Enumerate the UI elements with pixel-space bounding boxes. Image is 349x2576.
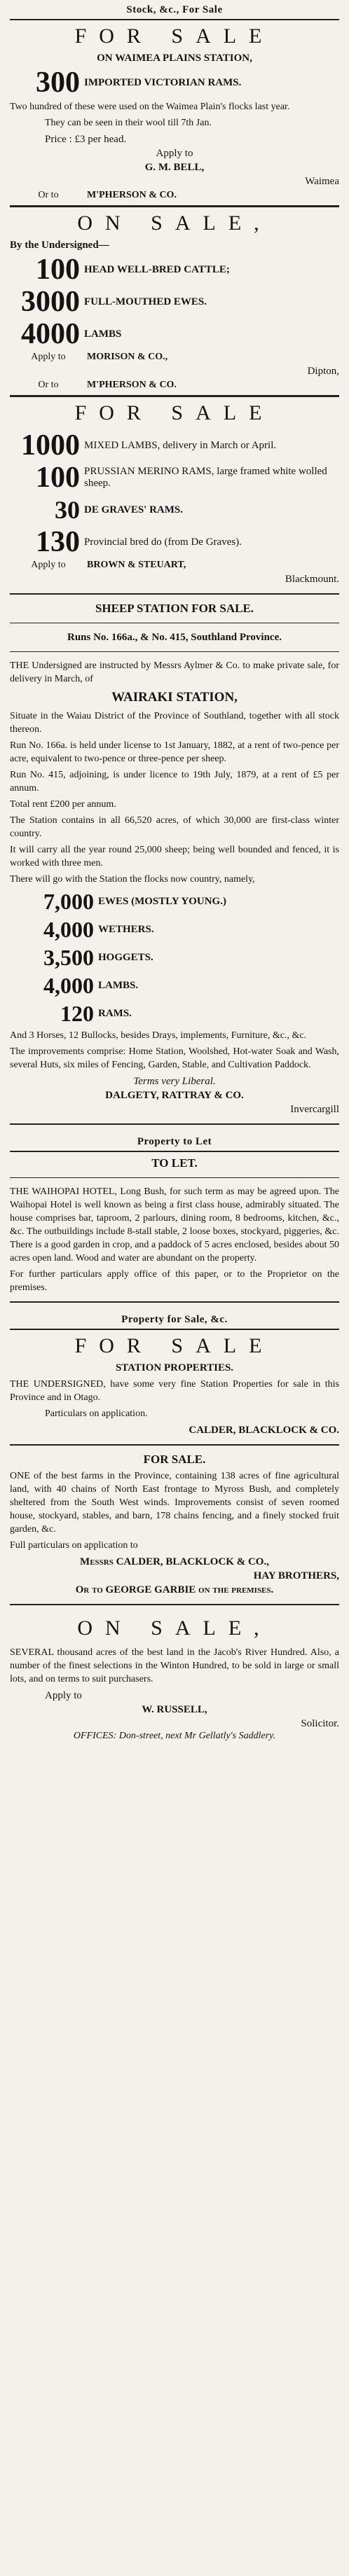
qty-description: HEAD WELL-BRED CATTLE; — [84, 263, 230, 275]
alt-advertiser: M'PHERSON & CO. — [87, 380, 177, 390]
ad-brown-steuart — [10, 395, 339, 586]
divider — [10, 1177, 339, 1178]
station-name: WAIRAKI STATION, — [111, 690, 238, 705]
qty-number: 4,000 — [43, 917, 94, 942]
ad-paragraph: And 3 Horses, 12 Bullocks, besides Drays, implements, Furniture, &c., &c. — [10, 1030, 307, 1041]
ad-paragraph: ONE of the best farms in the Province, containing 138 acres of fine agricultural land, with 40 chains of North East frontage to Myross Bush, and completely sheltered from the South West winds. Improvements consist of seven roomed house, stockyard, stables, and barn, 178 chains fencing, and a finely stocked fruit garden, &c. — [10, 1471, 339, 1535]
divider — [10, 1444, 339, 1446]
qty-number: 300 — [36, 67, 80, 99]
section-header-let: Property to Let — [10, 1132, 339, 1152]
qty-row — [10, 255, 339, 284]
qty-number: 130 — [36, 526, 80, 558]
ad-paragraph: Particulars on application. — [45, 1408, 148, 1419]
ad-morison-cattle — [10, 205, 339, 391]
qty-description: EWES (MOSTLY YOUNG.) — [98, 895, 226, 907]
ad-paragraph: The Station contains in all 66,520 acres, of which 30,000 are first-class winter country. — [10, 815, 339, 839]
ad-by: By the Undersigned— — [10, 240, 109, 251]
qty-description: MIXED LAMBS, delivery in March or April. — [84, 439, 277, 451]
qty-description: PRUSSIAN MERINO RAMS, large framed white wolled sheep. — [84, 466, 327, 489]
qty-row — [10, 973, 339, 998]
ad-paragraph: THE UNDERSIGNED, have some very fine Station Properties for sale in this Province and in Otago. — [10, 1379, 339, 1403]
qty-number: 100 — [36, 462, 80, 494]
divider — [10, 1604, 339, 1605]
or-label: Or to — [38, 190, 59, 200]
qty-row — [10, 889, 339, 914]
ad-station-properties — [10, 1330, 339, 1437]
divider — [10, 1301, 339, 1303]
qty-row — [10, 463, 339, 492]
ad-paragraph: For further particulars apply office of this paper, or to the Proprietor on the premises. — [10, 1269, 339, 1293]
advertiser-place: Waimea — [305, 176, 339, 187]
qty-description: LAMBS. — [98, 979, 139, 991]
qty-description: DE GRAVES' RAMS. — [84, 504, 183, 515]
advertiser-name: W. RUSSELL, — [142, 1704, 207, 1715]
ad-waihopai-hotel — [10, 1156, 339, 1294]
ad-offices: OFFICES: Don-street, next Mr Gellatly's Saddlery. — [73, 1731, 276, 1741]
qty-description: IMPORTED VICTORIAN RAMS. — [84, 76, 242, 88]
ad-paragraph: Run No. 415, adjoining, is under licence to 19th July, 1879, at a rent of £5 per annum. — [10, 770, 339, 794]
ad-paragraph: Two hundred of these were used on the Waimea Plain's flocks last year. — [10, 102, 290, 112]
advertiser-place: Invercargill — [290, 1104, 339, 1115]
qty-description: WETHERS. — [98, 923, 154, 935]
qty-number: 1000 — [21, 429, 80, 462]
ad-paragraph: Situate in the Waiau District of the Province of Southland, together with all stock thereon. — [10, 711, 339, 735]
section-header-sale: Property for Sale, &c. — [10, 1310, 339, 1330]
qty-description: RAMS. — [98, 1007, 132, 1019]
qty-number: 4000 — [21, 318, 80, 350]
or-row — [10, 380, 339, 391]
advertiser-role: Solicitor. — [301, 1718, 339, 1729]
qty-row — [10, 319, 339, 349]
qty-number: 3,500 — [43, 945, 94, 970]
ad-heading: FOR SALE — [74, 1334, 275, 1357]
qty-row — [10, 1001, 339, 1026]
ad-paragraph: There will go with the Station the flocks now country, namely, — [10, 874, 255, 885]
qty-number: 7,000 — [43, 889, 94, 914]
ad-title: TO LET. — [151, 1156, 198, 1170]
qty-row — [10, 431, 339, 460]
ad-intro: THE Undersigned are instructed by Messrs Aylmer & Co. to make private sale, for delivery in March, of — [10, 660, 339, 684]
ad-paragraph: Run No. 166a. is held under license to 1st January, 1882, at a rent of two-pence per acre, equivalent to two-pence or three-pence per sheep. — [10, 740, 339, 764]
or-row — [10, 190, 339, 201]
ad-terms: Terms very Liberal. — [133, 1076, 216, 1087]
ad-price: Price : £3 per head. — [45, 134, 127, 145]
qty-description: LAMBS — [84, 328, 122, 340]
qty-number: 100 — [36, 254, 80, 286]
ad-heading: FOR SALE — [10, 395, 339, 428]
ad-paragraph: They can be seen in their wool till 7th Jan. — [45, 118, 212, 128]
qty-number: 3000 — [21, 286, 80, 318]
ad-paragraph: Total rent £200 per annum. — [10, 799, 116, 810]
ad-wairaki-station — [10, 602, 339, 1116]
ad-myross-farm — [10, 1453, 339, 1597]
qty-description: FULL-MOUTHED EWES. — [84, 296, 207, 307]
ad-heading: ON SALE, — [10, 205, 339, 238]
ad-paragraph: It will carry all the year round 25,000 sheep; being well bounded and fenced, it is worked with three men. — [10, 845, 339, 868]
ad-title: SHEEP STATION FOR SALE. — [95, 602, 254, 615]
ad-paragraph: SEVERAL thousand acres of the best land in the Jacob's River Hundred. Also, a number of the finest selections in the Winton Hundred, to be sold in large or small lots, and on terms to suit purchasers. — [10, 1647, 339, 1684]
qty-row — [10, 527, 339, 557]
qty-row — [10, 287, 339, 317]
ad-title: FOR SALE. — [143, 1453, 206, 1466]
apply-label: Apply to — [31, 352, 66, 362]
ad-paragraph: THE WAIHOPAI HOTEL, Long Bush, for such term as may be agreed upon. The Waihopai Hotel is well known as being a first class house, admirably situated. The house comprises bar, taproom, 2 parlours, dining room, 8 bedrooms, kitchen, &c., &c. The outbuildings include 8-stall stable, 2 loose boxes, stockyard, piggeries, &c. There is a good garden in crop, and a paddock of 5 acres enclosed, besides about 50 acres open land. Wood and water are abundant on the property. — [10, 1186, 339, 1263]
advertiser-name: CALDER, BLACKLOCK & CO. — [189, 1425, 339, 1436]
ad-paragraph: Full particulars on application to — [10, 1540, 138, 1551]
divider — [10, 651, 339, 652]
advertiser-name: HAY BROTHERS, — [253, 1570, 339, 1581]
divider — [10, 593, 339, 595]
ad-runs: Runs No. 166a., & No. 415, Southland Province. — [67, 632, 282, 643]
qty-row — [10, 495, 339, 525]
section-header-stock: Stock, &c., For Sale — [10, 0, 339, 20]
alt-advertiser: M'PHERSON & CO. — [87, 190, 177, 200]
advertiser-place: Dipton, — [307, 366, 339, 377]
advertiser-name: DALGETY, RATTRAY & CO. — [105, 1090, 244, 1101]
apply-row — [10, 560, 339, 571]
advertiser-name: G. M. BELL, — [144, 162, 205, 173]
ad-paragraph: The improvements comprise: Home Station, Woolshed, Hot-water Soak and Wash, several Huts, six miles of Fencing, Garden, Stable, and Cultivation Paddock. — [10, 1046, 339, 1070]
or-label: Or to — [38, 380, 59, 390]
stock-list — [10, 889, 339, 1026]
apply-label: Apply to — [31, 560, 66, 570]
qty-description: HOGGETS. — [98, 951, 153, 963]
qty-row — [10, 68, 339, 97]
apply-row — [10, 352, 339, 363]
qty-description: Provincial bred do (from De Graves). — [84, 536, 242, 548]
advertiser-name: BROWN & STEUART, — [87, 560, 186, 570]
advertiser-name: Messrs CALDER, BLACKLOCK & CO., — [80, 1556, 269, 1567]
ad-sub: STATION PROPERTIES. — [115, 1362, 234, 1373]
advertiser-name: Or to GEORGE GARBIE on the premises. — [75, 1584, 274, 1595]
ad-station: ON WAIMEA PLAINS STATION, — [97, 53, 252, 64]
ad-waimea-rams — [10, 20, 339, 201]
qty-number: 30 — [55, 496, 80, 524]
qty-row — [10, 945, 339, 970]
ad-heading: FOR SALE — [74, 25, 275, 48]
qty-row — [10, 917, 339, 942]
qty-number: 4,000 — [43, 973, 94, 998]
ad-jacobs-river — [10, 1612, 339, 1742]
qty-number: 120 — [60, 1001, 94, 1026]
apply-label: Apply to — [156, 148, 193, 159]
ad-heading: ON SALE, — [77, 1616, 272, 1640]
advertiser-place: Blackmount. — [285, 574, 339, 585]
apply-label: Apply to — [45, 1690, 82, 1701]
divider — [10, 1123, 339, 1125]
advertiser-name: MORISON & CO., — [87, 352, 168, 362]
